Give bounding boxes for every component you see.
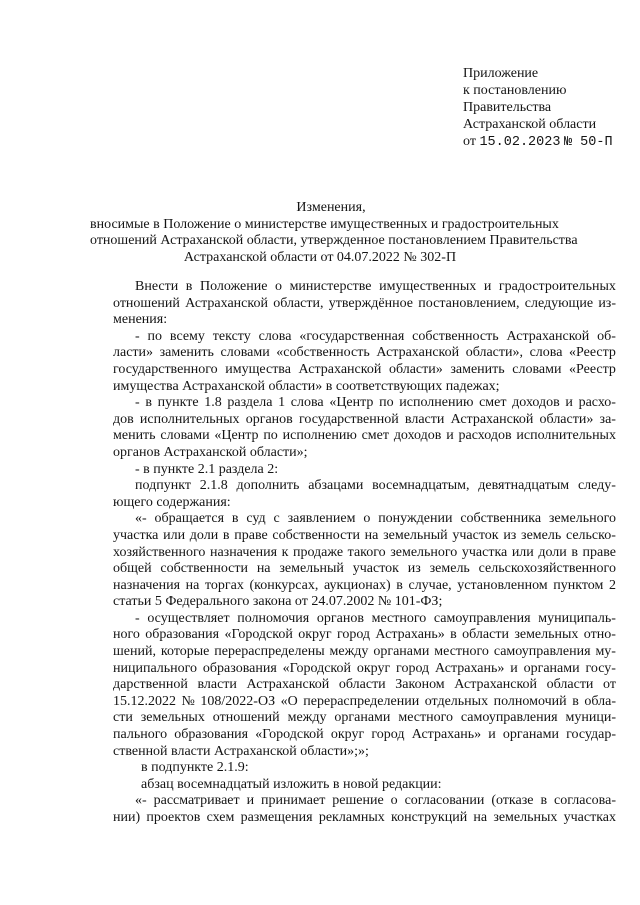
text-line: - в пункте 2.1 раздела 2: bbox=[135, 461, 279, 477]
text-line: ниципального образования «Городской округ город Астрахань» и органами госу- bbox=[113, 660, 616, 676]
text-line: - осуществляет полномочия органов местного самоуправления муниципаль- bbox=[135, 610, 616, 626]
body-paragraph bbox=[113, 760, 616, 777]
appendix-line: к постановлению bbox=[463, 83, 567, 98]
body-paragraph bbox=[113, 511, 616, 611]
body-paragraph bbox=[113, 329, 616, 395]
text-line: хозяйственного назначения к продаже такого земельного участка или доли в праве bbox=[113, 544, 616, 560]
body-paragraph bbox=[113, 793, 616, 826]
text-line: «- обращается в суд с заявлением о понуждении собственника земельного bbox=[135, 511, 616, 527]
appendix-line: Приложение bbox=[463, 66, 539, 81]
text-line: дов исполнительных органов государственной власти Астраханской области» за- bbox=[113, 411, 616, 427]
body-paragraph bbox=[113, 478, 616, 511]
title-line: вносимые в Положение о министерстве имущественных и градостроительных bbox=[90, 216, 559, 232]
document-title bbox=[90, 200, 578, 266]
appendix-line: Астраханской области bbox=[463, 117, 597, 132]
title-line: отношений Астраханской области, утвержденное постановлением Правительства bbox=[90, 233, 578, 248]
text-line: пального образования «Городской округ город Астрахань» и органами государ- bbox=[113, 727, 616, 743]
text-line: дарственной власти Астраханской области Законом Астраханской области от bbox=[113, 677, 616, 693]
text-line: назначения на торгах (конкурсах, аукционах) в случае, установленном пунктом 2 bbox=[113, 577, 616, 593]
text-line: ласти» заменить словами «собственность Астраханской области», слова «Реестр bbox=[113, 345, 616, 361]
text-line: ного образования «Городской округ город Астрахань» в области земельных отно- bbox=[113, 627, 616, 643]
text-line: подпункт 2.1.8 дополнить абзацами восемнадцатым, девятнадцатым следу- bbox=[135, 478, 616, 494]
date-prefix: от bbox=[463, 134, 476, 149]
document-body bbox=[113, 279, 616, 827]
text-line: «- рассматривает и принимает решение о согласовании (отказе в согласова- bbox=[135, 793, 616, 809]
appendix-date-line bbox=[463, 133, 613, 151]
body-paragraph bbox=[113, 777, 616, 794]
body-paragraph bbox=[113, 279, 616, 329]
title-line: Астраханской области от 04.07.2022 № 302-П bbox=[183, 249, 457, 265]
text-line: - в пункте 1.8 раздела 1 слова «Центр по исполнению смет доходов и расхо- bbox=[135, 395, 616, 411]
text-line: органов Астраханской области»; bbox=[113, 444, 308, 460]
appendix-header bbox=[463, 65, 613, 151]
appendix-line: Правительства bbox=[463, 100, 552, 115]
text-line: 15.12.2022 № 108/2022-ОЗ «О перераспределении отдельных полномочий в обла- bbox=[113, 693, 616, 709]
text-line: ственной власти Астраханской области»;»; bbox=[113, 743, 369, 759]
resolution-date: 15.02.2023 bbox=[479, 135, 561, 150]
text-line: в подпункте 2.1.9: bbox=[141, 760, 249, 776]
text-line: шений, которые перераспределены между органами местного самоуправления му- bbox=[113, 644, 616, 660]
title-heading: Изменения, bbox=[296, 200, 366, 215]
text-line: имущества Астраханской области» в соответствующих падежах; bbox=[113, 378, 500, 394]
text-line: статьи 5 Федерального закона от 24.07.2002 № 101-ФЗ; bbox=[113, 594, 443, 610]
text-line: сти земельных отношений между органами местного самоуправления муници- bbox=[113, 710, 616, 726]
resolution-number: № 50-П bbox=[563, 135, 613, 150]
body-paragraph bbox=[113, 611, 616, 760]
body-paragraph bbox=[113, 395, 616, 461]
text-line: отношений Астраханской области, утверждённое постановлением, следующие из- bbox=[113, 295, 616, 311]
text-line: - по всему тексту слова «государственная собственность Астраханской об- bbox=[135, 328, 616, 344]
text-line: государственного имущества Астраханской области» заменить словами «Реестр bbox=[113, 361, 616, 377]
text-line: участка или доли в праве собственности на земельный участок из земель сельско- bbox=[113, 527, 616, 543]
text-line: ющего содержания: bbox=[113, 494, 231, 510]
text-line: Внести в Положение о министерстве имущественных и градостроительных bbox=[135, 279, 616, 294]
text-line: абзац восемнадцатый изложить в новой редакции: bbox=[141, 776, 442, 792]
text-line: общей собственности на земельный участок из земель сельскохозяйственного bbox=[113, 561, 616, 577]
body-paragraph bbox=[113, 462, 616, 479]
text-line: менения: bbox=[113, 312, 168, 328]
text-line: менить словами «Центр по исполнению смет доходов и расходов исполнительных bbox=[113, 428, 616, 444]
text-line: нии) проектов схем размещения рекламных конструкций на земельных участках bbox=[113, 810, 616, 825]
